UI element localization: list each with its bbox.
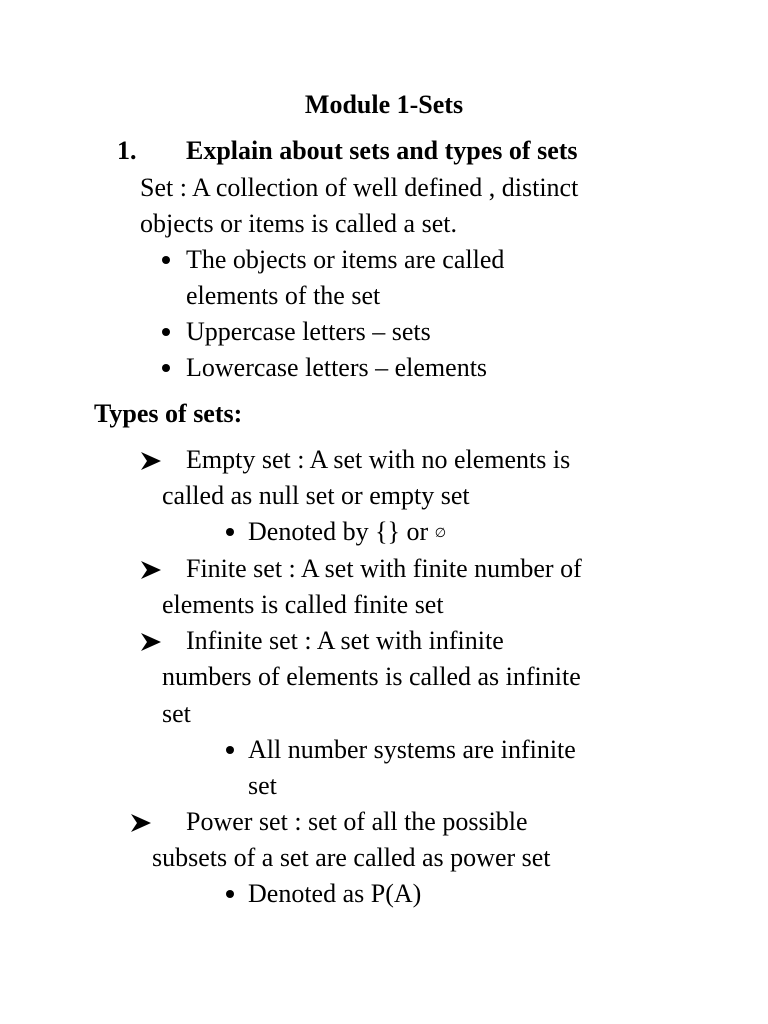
power-set-note: Denoted as P(A) (248, 879, 422, 908)
empty-set-symbol: ∅ (434, 526, 447, 541)
arrow-bullet-icon (140, 632, 162, 652)
finite-set-line-2: elements is called finite set (162, 590, 444, 619)
empty-set-note (248, 514, 446, 552)
point-1-line-2: elements of the set (186, 281, 381, 310)
infinite-set-note-line-2: set (248, 771, 277, 800)
definition-line-1: Set : A collection of well defined , distinct (140, 173, 579, 202)
finite-set-line-1: Finite set : A set with finite number of (186, 554, 582, 583)
page-title: Module 1-Sets (304, 90, 464, 119)
empty-set-line-1: Empty set : A set with no elements is (186, 445, 571, 474)
power-set-line-1: Power set : set of all the possible (186, 807, 528, 836)
bullet-icon (226, 890, 234, 898)
infinite-set-note-line-1: All number systems are infinite (248, 735, 576, 764)
infinite-set-line-2: numbers of elements is called as infinite (162, 662, 581, 691)
bullet-icon (162, 256, 170, 264)
bullet-icon (162, 328, 170, 336)
infinite-set-line-3: set (162, 699, 191, 728)
arrow-bullet-icon (140, 560, 162, 580)
definition-line-2: objects or items is called a set. (140, 209, 457, 238)
bullet-icon (226, 528, 234, 536)
types-heading: Types of sets: (94, 399, 243, 428)
point-1-line-1: The objects or items are called (186, 245, 505, 274)
power-set-line-2: subsets of a set are called as power set (152, 843, 551, 872)
infinite-set-line-1: Infinite set : A set with infinite (186, 626, 504, 655)
question-heading: Explain about sets and types of sets (186, 136, 578, 165)
bullet-icon (162, 364, 170, 372)
question-number: 1. (117, 136, 137, 165)
arrow-bullet-icon (130, 813, 152, 833)
empty-set-note-text: Denoted by {} or (248, 517, 435, 546)
point-3: Lowercase letters – elements (186, 353, 488, 382)
arrow-bullet-icon (140, 451, 162, 471)
empty-set-line-2: called as null set or empty set (162, 481, 470, 510)
point-2: Uppercase letters – sets (186, 317, 431, 346)
bullet-icon (226, 746, 234, 754)
